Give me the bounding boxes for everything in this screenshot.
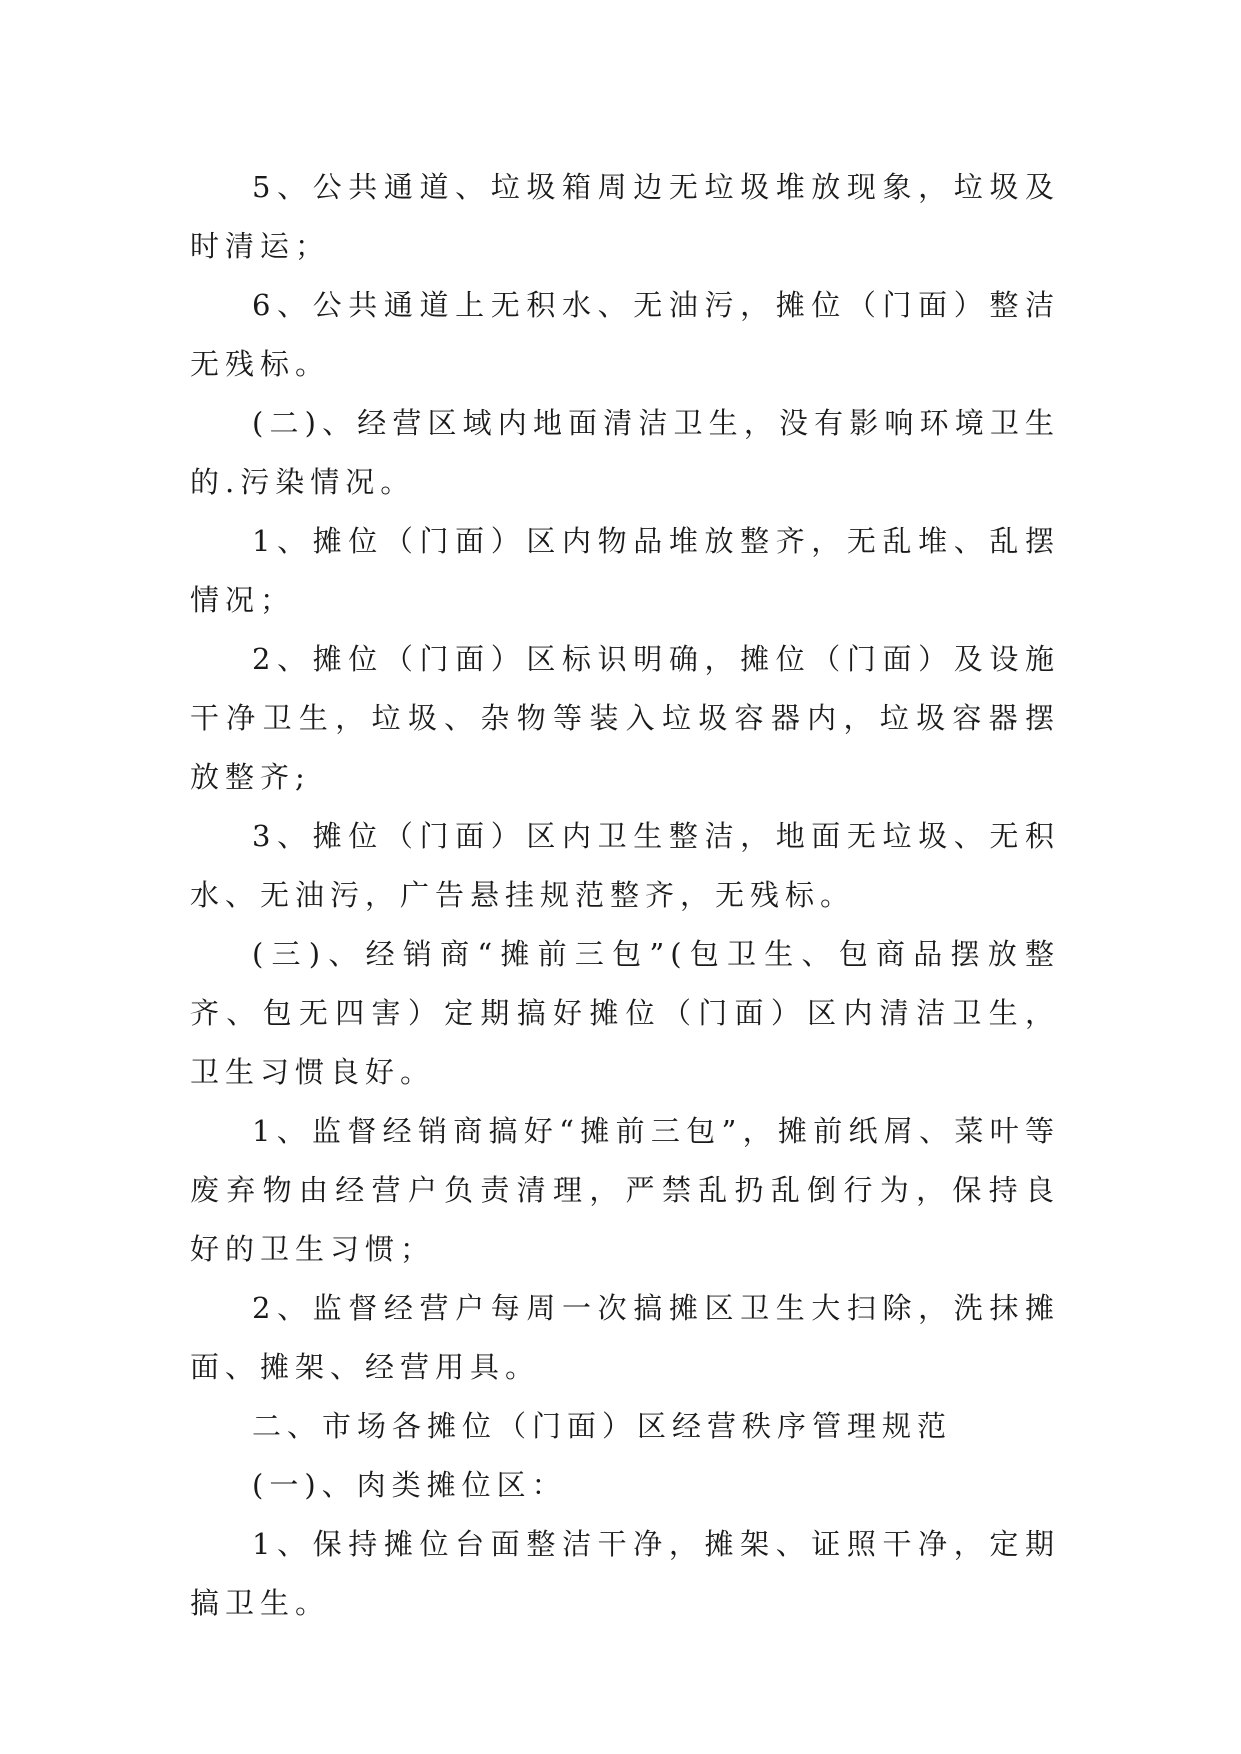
- paragraph-item-2-stall-signage: 2、摊位（门面）区标识明确，摊位（门面）及设施干净卫生，垃圾、杂物等装入垃圾容器内，垃圾容器摆放整齐;: [190, 642, 1060, 794]
- paragraph-item-1-goods-stacking: 1、摊位（门面）区内物品堆放整齐，无乱堆、乱摆情况；: [190, 524, 1060, 617]
- paragraph-item-5-public-passage: 5、公共通道、垃圾箱周边无垃圾堆放现象，垃圾及时清运；: [190, 170, 1060, 263]
- section-heading-3-three-guarantees: (三)、经销商“摊前三包”(包卫生、包商品摆放整齐、包无四害）定期搞好摊位（门面）区内清洁卫生，卫生习惯良好。: [190, 937, 1060, 1089]
- paragraph-item-2-weekly-cleaning: 2、监督经营户每周一次搞摊区卫生大扫除，洗抹摊面、摊架、经营用具。: [190, 1291, 1060, 1384]
- paragraph-item-6-no-water-oil: 6、公共通道上无积水、无油污，摊位（门面）整洁无残标。: [190, 288, 1060, 381]
- paragraph-item-3-stall-hygiene: 3、摊位（门面）区内卫生整洁，地面无垃圾、无积水、无油污，广告悬挂规范整齐，无残标。: [190, 819, 1060, 912]
- document-body: [190, 158, 1060, 1633]
- paragraph-item-1-supervise-dealers: 1、监督经销商搞好“摊前三包”，摊前纸屑、菜叶等废弃物由经营户负责清理，严禁乱扔乱倒行为，保持良好的卫生习惯；: [190, 1114, 1060, 1266]
- paragraph-item-1-counter-clean: 1、保持摊位台面整洁干净，摊架、证照干净，定期搞卫生。: [190, 1527, 1060, 1620]
- section-heading-market-order: 二、市场各摊位（门面）区经营秩序管理规范: [252, 1409, 953, 1443]
- section-heading-2-floor-cleanliness: (二)、经营区域内地面清洁卫生，没有影响环境卫生的.污染情况。: [190, 406, 1060, 499]
- section-heading-meat-stalls: (一)、肉类摊位区：: [252, 1468, 567, 1502]
